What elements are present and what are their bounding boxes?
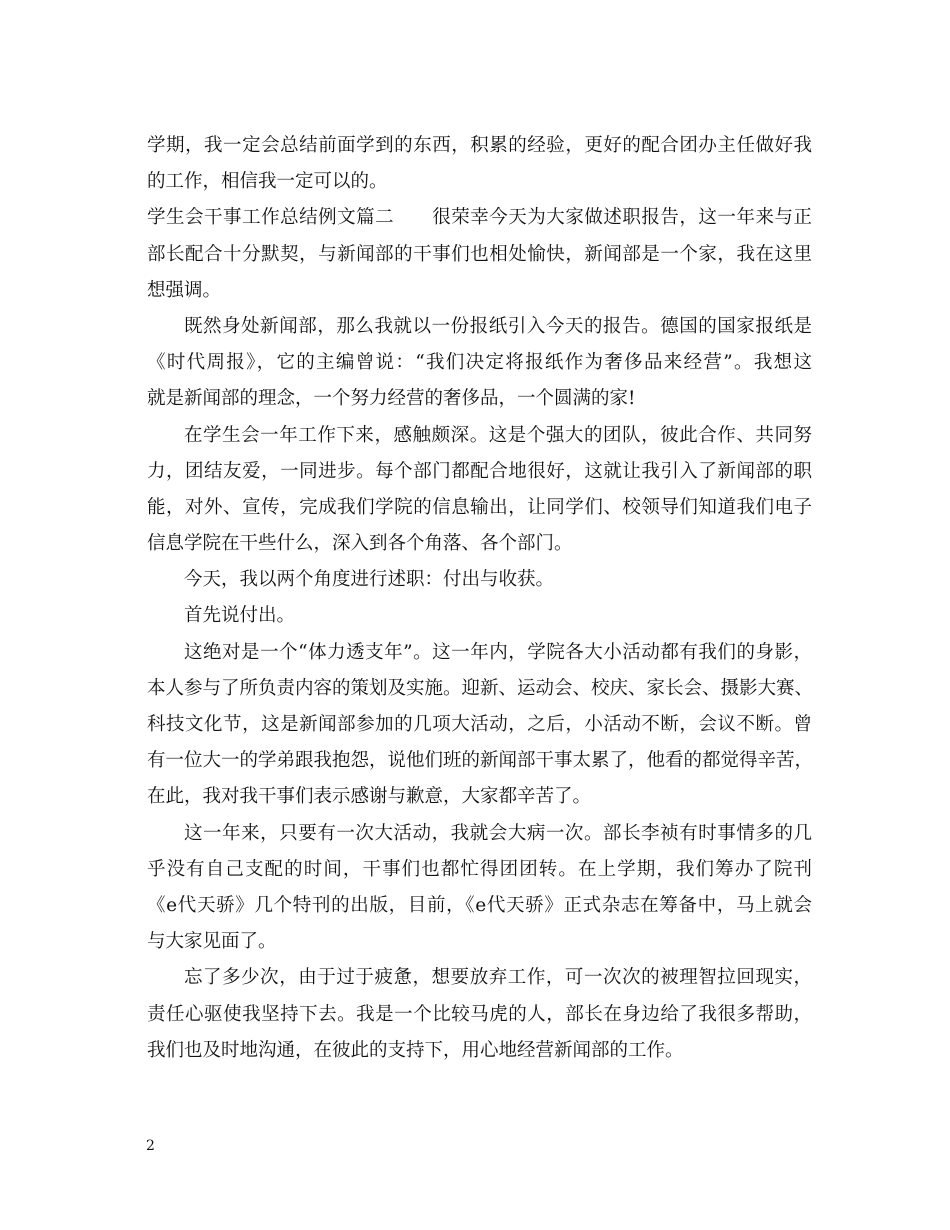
text-line: 本人参与了所负责内容的策划及实施。迎新、运动会、校庆、家长会、摄影大赛、: [147, 677, 814, 699]
text-line: 我们也及时地沟通，在彼此的支持下，用心地经营新闻部的工作。: [147, 1039, 684, 1061]
text-line: 这一年来，只要有一次大活动，我就会大病一次。部长李祯有时事情多的几: [184, 822, 812, 844]
text-line: 乎没有自己支配的时间，干事们也都忙得团团转。在上学期，我们筹办了院刊: [147, 858, 812, 880]
text-line: 这绝对是一个“体力透支年”。这一年内，学院各大小活动都有我们的身影，: [184, 641, 812, 663]
text-line: 忘了多少次，由于过于疲惫，想要放弃工作，可一次次的被理智拉回现实，: [184, 967, 812, 989]
text-line: 就是新闻部的理念，一个努力经营的奢侈品，一个圆满的家!: [147, 388, 636, 410]
text-line: 在学生会一年工作下来，感触颇深。这是个强大的团队，彼此合作、共同努: [184, 424, 812, 446]
text-line: 学生会干事工作总结例文篇二 很荣幸今天为大家做述职报告，这一年来与正: [147, 207, 812, 229]
page-number: 2: [146, 1138, 155, 1154]
text-line: 信息学院在干些什么，深入到各个角落、各个部门。: [147, 533, 573, 555]
body-text: [147, 128, 812, 1069]
text-line: 能，对外、宣传，完成我们学院的信息输出，让同学们、校领导们知道我们电子: [147, 496, 812, 518]
text-line: 学期，我一定会总结前面学到的东西，积累的经验，更好的配合团办主任做好我: [147, 135, 812, 156]
text-line: 想强调。: [147, 279, 222, 301]
text-line: 科技文化节，这是新闻部参加的几项大活动，之后，小活动不断，会议不断。曾: [147, 714, 812, 735]
text-line: 《e代天骄》几个特刊的出版，目前，《e代天骄》正式杂志在筹备中，马上就会: [147, 894, 812, 916]
text-line: 责任心驱使我坚持下去。我是一个比较马虎的人，部长在身边给了我很多帮助，: [147, 1003, 812, 1025]
text-line: 《时代周报》，它的主编曾说：“我们决定将报纸作为奢侈品来经营”。我想这: [147, 352, 812, 374]
text-line: 在此，我对我干事们表示感谢与歉意，大家都辛苦了。: [147, 786, 592, 808]
text-line: 首先说付出。: [184, 605, 296, 627]
text-line: 有一位大一的学弟跟我抱怨，说他们班的新闻部干事太累了，他看的都觉得辛苦，: [147, 750, 814, 772]
text-line: 部长配合十分默契，与新闻部的干事们也相处愉快，新闻部是一个家，我在这里: [147, 243, 812, 265]
text-line: 力，团结友爱，一同进步。每个部门都配合地很好，这就让我引入了新闻部的职: [147, 460, 812, 482]
text-line: 今天，我以两个角度进行述职：付出与收获。: [184, 569, 555, 591]
text-line: 的工作，相信我一定可以的。: [147, 171, 388, 193]
text-line: 与大家见面了。: [147, 931, 277, 953]
text-line: 既然身处新闻部，那么我就以一份报纸引入今天的报告。德国的国家报纸是: [184, 315, 812, 337]
